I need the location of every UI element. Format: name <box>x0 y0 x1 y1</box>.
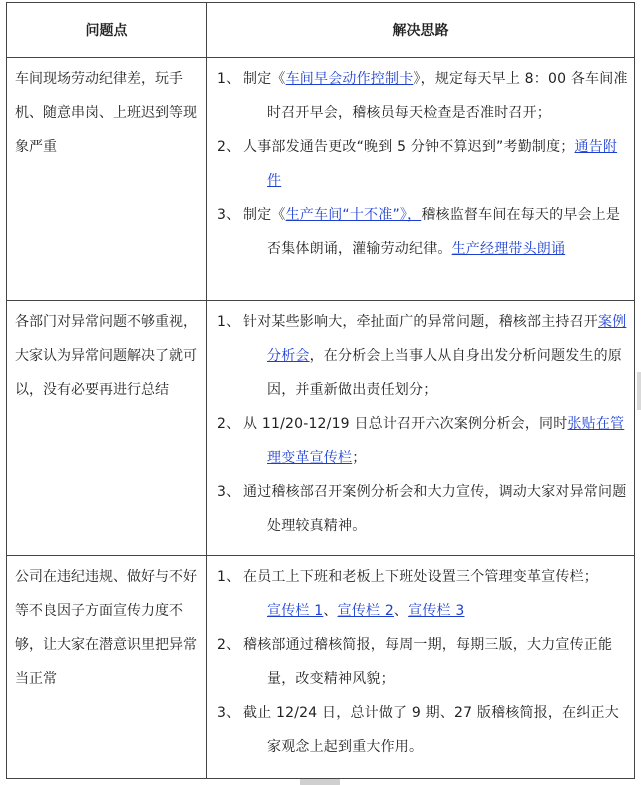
header-solution: 解决思路 <box>207 3 635 58</box>
header-problem: 问题点 <box>7 3 207 58</box>
scrollbar-thumb[interactable] <box>637 372 641 410</box>
problem-cell: 公司在违纪违规、做好与不好等不良因子方面宣传力度不够，让大家在潜意识里把异常当正常 <box>7 556 207 779</box>
solution-item: 2、 稽核部通过稽核简报，每周一期，每期三版，大力宣传正能量，改变精神风貌； <box>217 637 613 687</box>
solution-cell <box>207 301 635 556</box>
solution-item: 1、 针对某些影响大，牵扯面广的异常问题，稽核部主持召开案例分析会，在分析会上当事人从自身出发分析问题发生的原因，并重新做出责任划分； <box>217 314 627 398</box>
link-ten-rules[interactable]: 生产车间“十不准”》， <box>285 207 422 223</box>
problem-cell: 车间现场劳动纪律差，玩手机、随意串岗、上班迟到等现象严重 <box>7 58 207 301</box>
problem-solution-table <box>6 2 635 779</box>
solution-item: 1、 在员工上下班和老板上下班处设置三个管理变革宣传栏； 宣传栏 1、宣传栏 2、宣传栏 3 <box>217 569 598 619</box>
solution-item: 2、 人事部发通告更改“晚到 5 分钟不算迟到”考勤制度；通告附件 <box>217 139 618 189</box>
link-board-3[interactable]: 宣传栏 3 <box>408 603 465 619</box>
link-case-analysis-meeting[interactable]: 案例分析会 <box>267 314 627 364</box>
solution-item: 3、 截止 12/24 日，总计做了 9 期、27 版稽核简报，在纠正大家观念上起到重大作用。 <box>217 705 619 755</box>
table-row <box>7 556 635 779</box>
solution-item: 3、 制定《生产车间“十不准”》，稽核监督车间在每天的早会上是否集体朗诵，灌输劳动纪律。生产经理带头朗诵 <box>217 207 621 257</box>
link-bulletin-board[interactable]: 张贴在管理变革宣传栏 <box>267 416 625 466</box>
link-manager-reading[interactable]: 生产经理带头朗诵 <box>451 241 566 257</box>
solution-item: 2、 从 11/20-12/19 日总计召开六次案例分析会，同时张贴在管理变革宣传栏； <box>217 416 625 466</box>
table-row <box>7 58 635 301</box>
link-morning-meeting-card[interactable]: 车间早会动作控制卡 <box>285 71 414 87</box>
solution-item: 3、 通过稽核部召开案例分析会和大力宣传，调动大家对异常问题处理较真精神。 <box>217 484 627 534</box>
solution-cell <box>207 58 635 301</box>
solution-cell <box>207 556 635 779</box>
solution-item: 1、 制定《车间早会动作控制卡》，规定每天早上 8：00 各车间准时召开早会，稽核员每天检查是否准时召开； <box>217 71 628 121</box>
resize-handle[interactable] <box>300 779 340 785</box>
link-board-1[interactable]: 宣传栏 1 <box>267 603 324 619</box>
link-notice-attachment[interactable]: 通告附件 <box>267 139 618 189</box>
problem-cell: 各部门对异常问题不够重视，大家认为异常问题解决了就可以，没有必要再进行总结 <box>7 301 207 556</box>
header-row <box>7 3 635 58</box>
link-board-2[interactable]: 宣传栏 2 <box>337 603 394 619</box>
table-row <box>7 301 635 556</box>
